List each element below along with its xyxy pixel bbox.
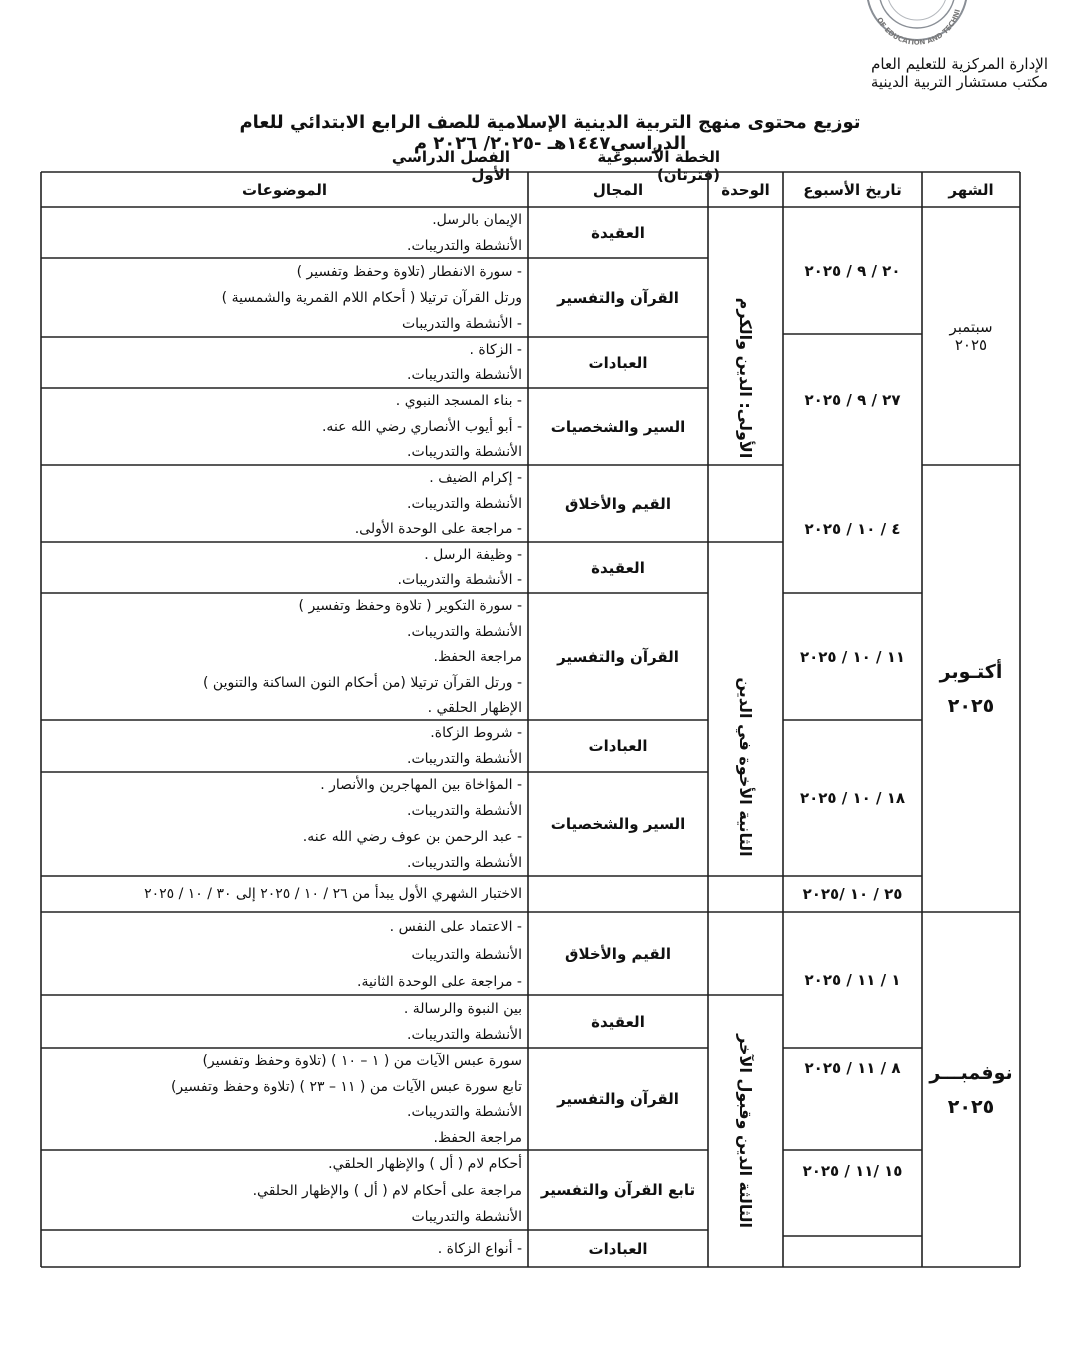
month-september xyxy=(922,207,1020,465)
month-october-label: أكتـوبر ٢٠٢٥ xyxy=(939,660,1003,717)
topic-line: - الأنشطة والتدريبات xyxy=(401,316,522,332)
topic-line: - أنواع الزكاة . xyxy=(437,1240,522,1257)
topic-line: أحكام لام ( أل ) والإظهار الحلقي. xyxy=(328,1155,522,1172)
topic-line: - بناء المسجد النبوي . xyxy=(395,393,522,409)
topic-line: مراجعة الحفظ. xyxy=(433,1129,522,1146)
field-cell: السير والشخصيات xyxy=(550,815,686,833)
topic-line: الإظهار الحلقي . xyxy=(427,699,522,716)
topic-line: - المؤاخاة بين المهاجرين والأنصار . xyxy=(320,777,522,793)
week-date: ٨ / ١١ / ٢٠٢٥ xyxy=(804,1059,901,1077)
seal-text: OF EDUCATION AND TECHNI xyxy=(875,8,962,46)
week-date: ١٨ / ١٠ / ٢٠٢٥ xyxy=(799,789,906,807)
org-line-1: الإدارة المركزية للتعليم العام xyxy=(871,55,1048,73)
topic-line: سورة عبس الآيات من ( ١ – ١٠ ) (تلاوة وحفظ وتفسير) xyxy=(202,1053,522,1069)
topic-line: - أبو أيوب الأنصاري رضي الله عنه. xyxy=(321,418,522,435)
field-cell: القرآن والتفسير xyxy=(557,288,679,307)
monthly-exam-note: الاختبار الشهري الأول يبدأ من ٢٦ / ١٠ / ٢٠٢٥ إلى ٣٠ / ١٠ / ٢٠٢٥ xyxy=(144,886,522,902)
topic-line: - سورة الانفطار (تلاوة وحفظ وتفسير ) xyxy=(296,263,522,280)
week-date: ٢٠ / ٩ / ٢٠٢٥ xyxy=(804,261,901,280)
org-line-2: مكتب مستشار التربية الدينية xyxy=(870,73,1048,91)
topic-line: - عبد الرحمن بن عوف رضي الله عنه. xyxy=(302,829,522,845)
page-title: توزيع محتوى منهج التربية الدينية الإسلامية للصف الرابع الابتدائي للعام الدراسي١٤٤٧هـ -٢٠٢٥/ ٢٠٢٦ م xyxy=(239,112,861,154)
field-cell: القيم والأخلاق xyxy=(565,494,671,513)
field-cell: العقيدة xyxy=(591,558,645,577)
topic-line: الأنشطة والتدريبات. xyxy=(407,751,522,767)
week-date: ٢٥ / ١٠ /٢٠٢٥ xyxy=(802,885,903,903)
topic-line: تابع سورة عبس الآيات من ( ١١ – ٢٣ ) (تلاوة وحفظ وتفسير) xyxy=(170,1078,522,1095)
topic-line: مراجعة على أحكام لام ( أل ) والإظهار الحلقي. xyxy=(252,1182,522,1199)
header-week-date: تاريخ الأسبوع xyxy=(803,180,902,199)
weekly-plan-label: الخطة الأسبوعية (فترتان) xyxy=(597,148,720,184)
field-cell: تابع القرآن والتفسير xyxy=(540,1181,696,1199)
topic-line: الأنشطة والتدريبات. xyxy=(407,1027,522,1043)
field-cell: القرآن والتفسير xyxy=(557,1090,679,1108)
month-november xyxy=(922,912,1020,1267)
week-date: ١ / ١١ / ٢٠٢٥ xyxy=(804,971,901,989)
topic-line: مراجعة الحفظ. xyxy=(433,649,522,665)
topic-line: الأنشطة والتدريبات. xyxy=(407,1104,522,1120)
topic-line: الأنشطة والتدريبات. xyxy=(407,495,522,512)
topic-line: الإيمان بالرسل. xyxy=(432,212,522,228)
header-field: المجال xyxy=(592,180,644,199)
topic-line: - شروط الزكاة. xyxy=(430,725,522,741)
topic-line: - إكرام الضيف . xyxy=(429,470,522,486)
topic-line: الأنشطة والتدريبات. xyxy=(407,803,522,819)
topic-line: الأنشطة والتدريبات. xyxy=(407,623,522,640)
field-cell: القيم والأخلاق xyxy=(565,944,671,963)
topic-line: - سورة التكوير ( تلاوة وحفظ وتفسير ) xyxy=(298,598,522,614)
field-cell: العبادات xyxy=(588,737,648,755)
field-cell: العقيدة xyxy=(591,223,645,242)
topic-line: - الزكاة . xyxy=(469,341,522,358)
topic-line: الأنشطة والتدريبات. xyxy=(407,444,522,460)
unit-2: الثانية الأخوة في الدين xyxy=(736,677,755,857)
topic-line: الأنشطة والتدريبات xyxy=(411,1209,522,1225)
field-cell: العبادات xyxy=(588,1239,648,1258)
field-cell: السير والشخصيات xyxy=(550,417,686,436)
field-cell: العبادات xyxy=(588,353,648,372)
unit-1: الأولى: الدين والكرم xyxy=(736,297,755,459)
week-date: ٤ / ١٠ / ٢٠٢٥ xyxy=(804,520,901,538)
week-date: ١١ / ١٠ / ٢٠٢٥ xyxy=(799,647,906,666)
topic-line: بين النبوة والرسالة . xyxy=(403,1000,522,1017)
header-month: الشهر xyxy=(948,180,994,199)
term-label: الفصل الدراسي الأول xyxy=(391,148,510,184)
topic-line: - مراجعة على الوحدة الثانية. xyxy=(357,973,522,990)
month-september-label: سبتمبر ٢٠٢٥ xyxy=(949,318,993,354)
field-cell: العقيدة xyxy=(591,1012,645,1031)
topic-line: الأنشطة والتدريبات xyxy=(411,946,522,963)
topic-line: - الأنشطة والتدريبات. xyxy=(397,572,522,588)
topic-line: - ورتل القرآن ترتيلا (من أحكام النون الساكنة والتنوين ) xyxy=(203,674,522,691)
topic-line: - مراجعة على الوحدة الأولى. xyxy=(354,521,522,537)
header-unit: الوحدة xyxy=(721,180,770,199)
week-date: ٢٧ / ٩ / ٢٠٢٥ xyxy=(804,390,901,409)
month-november-label: نوفمبـــر ٢٠٢٥ xyxy=(929,1061,1013,1118)
month-october xyxy=(922,465,1020,912)
topic-line: الأنشطة والتدريبات. xyxy=(407,367,522,383)
week-date: ١٥ /١١ / ٢٠٢٥ xyxy=(802,1162,903,1180)
topic-line: الأنشطة والتدريبات. xyxy=(407,855,522,871)
topic-line: ورتل القرآن ترتيلا ( أحكام اللام القمرية والشمسية ) xyxy=(221,290,522,306)
header-topics: الموضوعات xyxy=(241,180,328,199)
unit-3: الثالثة الدين وقبول الآخر xyxy=(736,1034,755,1228)
topic-line: - وظيفة الرسل . xyxy=(424,546,522,563)
topic-line: الأنشطة والتدريبات. xyxy=(407,237,522,254)
topic-line: - الاعتماد على النفس . xyxy=(389,918,522,935)
field-cell: القرآن والتفسير xyxy=(557,647,679,666)
